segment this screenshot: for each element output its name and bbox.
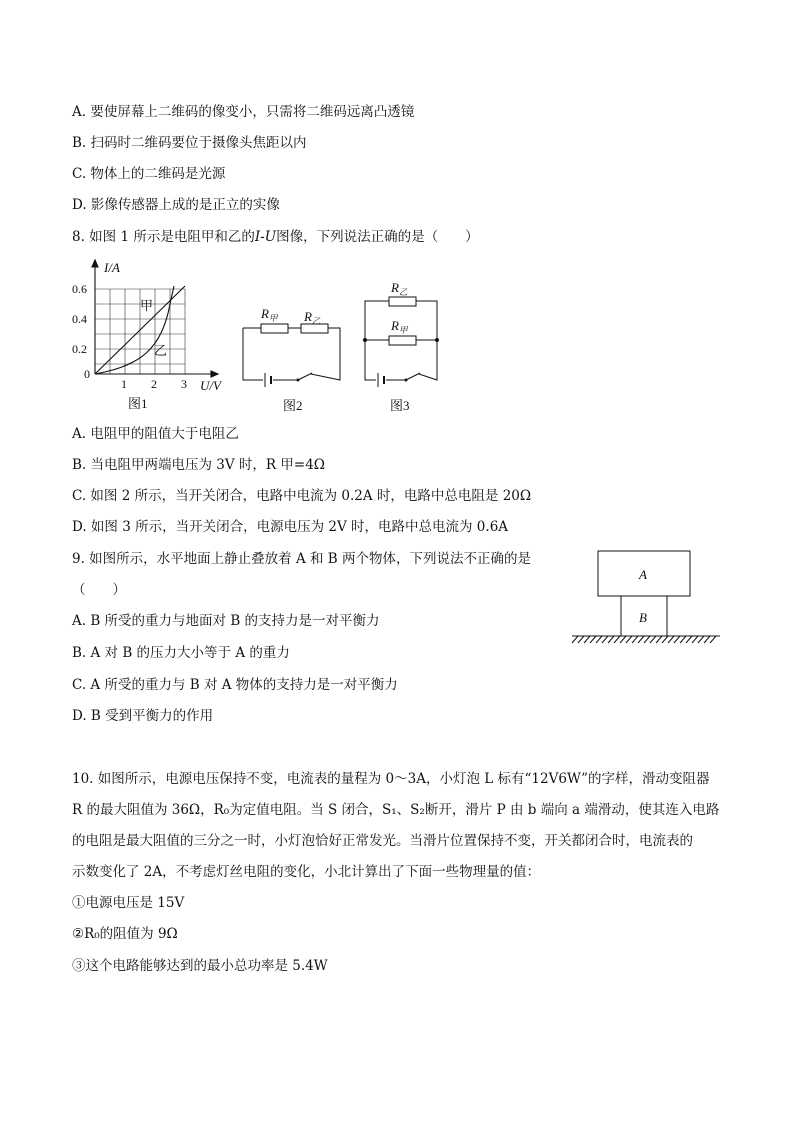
fig1-xlabel: U/V bbox=[200, 378, 221, 393]
fig1-curve-yi bbox=[95, 286, 174, 374]
q9-ground bbox=[572, 636, 720, 643]
q8-option-d: D. 如图 3 所示，当开关闭合，电源电压为 2V 时，电路中总电流为 0.6A bbox=[72, 519, 509, 535]
q7-option-d: D. 影像传感器上成的是正立的实像 bbox=[72, 197, 280, 213]
fig1-label-yi: 乙 bbox=[154, 343, 168, 358]
q9-stem: 9. 如图所示，水平地面上静止叠放着 A 和 B 两个物体，下列说法不正确的是 bbox=[72, 551, 532, 567]
fig1-caption: 图1 bbox=[128, 396, 148, 411]
q9-option-a: A. B 所受的重力与地面对 B 的支持力是一对平衡力 bbox=[72, 613, 380, 629]
fig1-origin: 0 bbox=[84, 367, 90, 381]
fig1-ytick-02: 0.2 bbox=[72, 342, 87, 356]
q9-option-d: D. B 受到平衡力的作用 bbox=[72, 708, 214, 724]
fig1-ytick-04: 0.4 bbox=[72, 312, 87, 326]
fig3-caption: 图3 bbox=[390, 398, 410, 413]
q8-stem bbox=[72, 227, 479, 247]
fig3-resistor-jia bbox=[389, 336, 416, 345]
fig1-ylabel: I/A bbox=[104, 260, 120, 275]
q10-stem-line-4: 示数变化了 2A，不考虑灯丝电阻的变化，小北计算出了下面一些物理量的值： bbox=[72, 864, 541, 880]
fig2-switch bbox=[298, 373, 312, 380]
q9-stem-bracket: （ ） bbox=[72, 582, 126, 598]
fig2-wire bbox=[243, 328, 263, 380]
q9-label-a: A bbox=[639, 567, 647, 582]
q10-stem-line-2: R 的最大阻值为 36Ω，R₀为定值电阻。当 S 闭合，S₁、S₂断开，滑片 P 由 b 端向 a 端滑动，使其连入电路 bbox=[72, 802, 720, 818]
q8-option-a: A. 电阻甲的阻值大于电阻乙 bbox=[72, 426, 239, 442]
q10-stem-line-1: 10. 如图所示，电源电压保持不变，电流表的量程为 0～3A，小灯泡 L 标有“12V6W”的字样，滑动变阻器 bbox=[72, 771, 710, 787]
q8-figure-2-series-circuit bbox=[238, 300, 348, 416]
q9-label-b: B bbox=[639, 610, 647, 625]
fig1-ytick-06: 0.6 bbox=[72, 282, 87, 296]
q8-option-b: B. 当电阻甲两端电压为 3V 时，R 甲=4Ω bbox=[72, 457, 325, 473]
q10-item-1: ①电源电压是 15V bbox=[72, 895, 185, 911]
q8-figure-3-parallel-circuit bbox=[358, 279, 446, 416]
q7-option-a: A. 要使屏幕上二维码的像变小，只需将二维码远离凸透镜 bbox=[72, 104, 415, 120]
q9-figure-stacked-blocks bbox=[570, 548, 722, 648]
q8-option-c: C. 如图 2 所示，当开关闭合，电路中电流为 0.2A 时，电路中总电阻是 20Ω bbox=[72, 488, 532, 504]
fig1-xtick-2: 2 bbox=[151, 377, 157, 391]
q8-stem-pre: 8. 如图 1 所示是电阻甲和乙的 bbox=[72, 229, 255, 245]
fig3-switch bbox=[406, 373, 420, 380]
fig2-resistor-jia bbox=[261, 324, 288, 333]
fig3-r2-label: $R_甲$ bbox=[391, 318, 408, 335]
q7-option-b: B. 扫码时二维码要位于摄像头焦距以内 bbox=[72, 135, 307, 151]
fig3-resistor-yi bbox=[389, 297, 416, 306]
q7-option-c: C. 物体上的二维码是光源 bbox=[72, 166, 226, 182]
fig2-caption: 图2 bbox=[283, 398, 303, 413]
q8-stem-post: 图像，下列说法正确的是（ ） bbox=[276, 229, 479, 245]
q8-stem-iu: I-U bbox=[254, 229, 277, 245]
fig1-xtick-1: 1 bbox=[121, 377, 127, 391]
q10-item-3: ③这个电路能够达到的最小总功率是 5.4W bbox=[72, 958, 328, 974]
fig1-label-jia: 甲 bbox=[140, 298, 154, 313]
q10-item-2: ②R₀的阻值为 9Ω bbox=[72, 926, 178, 942]
q8-figure-1-iu-graph bbox=[70, 254, 240, 416]
fig3-r1-label: $R_乙$ bbox=[391, 280, 408, 297]
fig2-r2-label: $R_乙$ bbox=[304, 309, 321, 326]
fig1-xtick-3: 3 bbox=[181, 377, 187, 391]
q10-stem-line-3: 的电阻是最大阻值的三分之一时，小灯泡恰好正常发光。当滑片位置保持不变，开关都闭合时，电流表的 bbox=[72, 833, 693, 849]
q9-option-b: B. A 对 B 的压力大小等于 A 的重力 bbox=[72, 645, 290, 661]
fig2-r1-label: $R_甲$ bbox=[261, 306, 278, 323]
q9-option-c: C. A 所受的重力与 B 对 A 物体的支持力是一对平衡力 bbox=[72, 677, 398, 693]
